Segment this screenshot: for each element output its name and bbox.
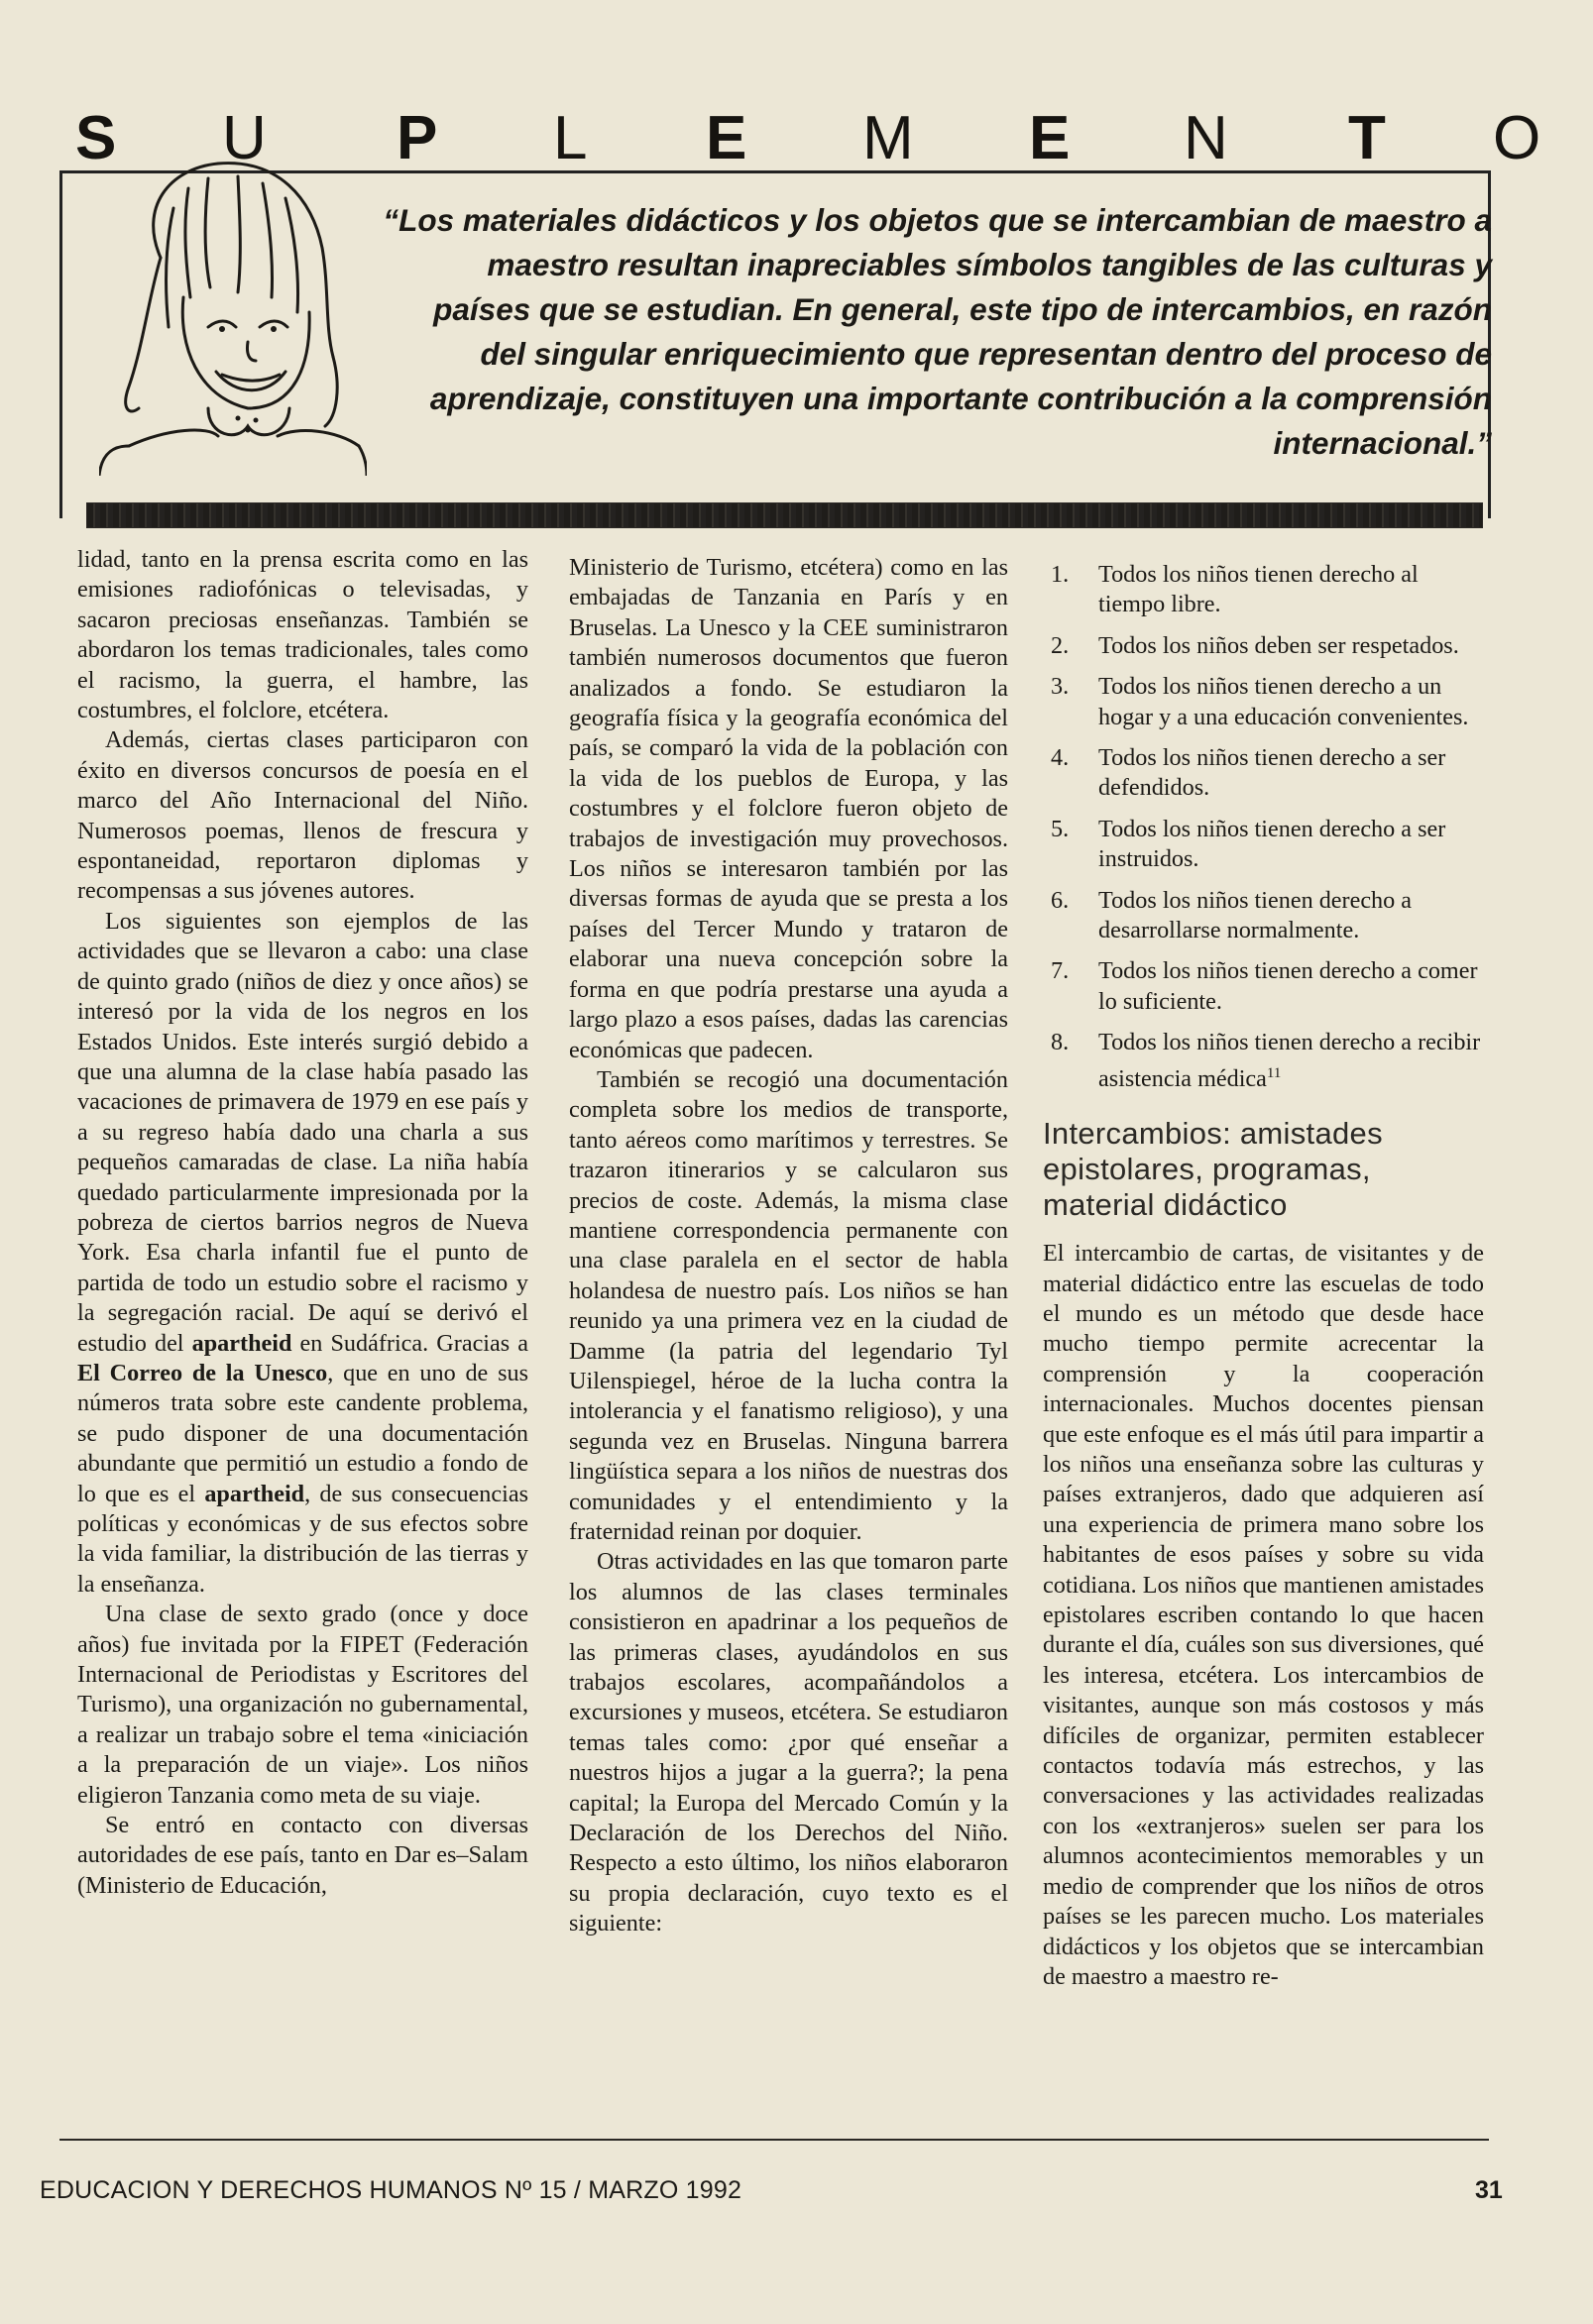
paragraph <box>77 907 528 1600</box>
pull-quote: “Los materiales didácticos y los objetos que se intercambian de maestro a maestro resultan inapreciables símbolos tangibles de las culturas y países que se estudian. En general, este tipo de intercambios, en razón del singular enriquecimiento que representan dentro del proceso de aprendizaje, constituyen una importante contribución a la comprensión internacional.” <box>383 202 1492 461</box>
bold-term: El Correo de la Unesco <box>77 1359 328 1386</box>
list-number: 5. <box>1051 815 1070 842</box>
text-run: , de sus consecuencias políticas y económicas y de sus efectos sobre la vida familiar, la distribución de las tierras y la enseñanza. <box>77 1480 528 1598</box>
paragraph: El intercambio de cartas, de visitantes y de material didáctico entre las escuelas de todo el mundo es un método que desde hace mucho tiempo permite acrecentar la comprensión y la cooperación internacionales. Muchos docentes piensan que este enfoque es el más útil para impartir a los niños una enseñanza sobre las culturas y países extranjeros, dado que adquieren así una experiencia de primera mano sobre los habitantes de esos países y sobre su vida cotidiana. Los niños que mantienen amistades epistolares escriben contando lo que hacen durante el día, cuáles son sus diversiones, qué les interesa, etcétera. Los intercambios de visitantes, aunque son más costosos y más difíciles de organizar, permiten establecer contactos todavía más estrechos, y las conversaciones y las actividades realizadas con los «extranjeros» suelen ser para los alumnos acontecimientos memorables y un medio de comprender que los niños de otros países se les parecen mucho. Los materiales didácticos y los objetos que se intercambian de maestro a maestro re- <box>1043 1240 1484 1990</box>
list-text: Todos los niños tienen derecho a ser defendidos. <box>1098 744 1446 802</box>
list-number: 7. <box>1051 957 1070 985</box>
list-text: Todos los niños deben ser respetados. <box>1098 631 1459 659</box>
section-divider <box>87 503 1482 527</box>
header-letter: U <box>222 104 267 172</box>
header-letter: M <box>862 104 914 172</box>
list-item <box>1043 631 1484 661</box>
bold-term: apartheid <box>204 1480 305 1507</box>
list-number: 4. <box>1051 744 1070 772</box>
list-item <box>1043 886 1484 946</box>
paragraph: Otras actividades en las que tomaron parte los alumnos de las clases terminales consistieron en apadrinar a los pequeños de las primeras clases, ayudándolos en sus trabajos escolares, acompañándolos a excursiones y museos, etcétera. Se estudiaron temas tales como: ¿por qué enseñar a nuestros hijos a jugar a la guerra?; la pena capital; la Europa del Mercado Común y la Declaración de los Derechos del Niño. Respecto a esto último, los niños elaboraron su propia declaración, cuyo texto es el siguiente: <box>569 1548 1008 1937</box>
list-number: 2. <box>1051 631 1070 659</box>
text-column-3 <box>1043 560 1484 1992</box>
list-text: Todos los niños tienen derecho a ser instruidos. <box>1098 815 1446 873</box>
list-text: Todos los niños tienen derecho a un hogar y a una educación convenientes. <box>1098 673 1469 730</box>
footer-rule <box>59 2139 1489 2141</box>
paragraph: También se recogió una documentación completa sobre los medios de transporte, tanto aéreos como marítimos y terrestres. Se trazaron itinerarios y se calcularon sus precios de coste. Además, la misma clase mantiene correspondencia permanente con una clase paralela en el sector de habla holandesa de nuestro país. Los niños se han reunido ya una primera vez en la ciudad de Damme (la patria del legendario Tyl Uilenspiegel, héroe de la lucha contra la intolerancia y el fanatismo religioso), y una segunda vez en Bruselas. Ninguna barrera lingüística separa a los niños de nuestras dos comunidades y el entendimiento y la fraternidad reinan por doquier. <box>569 1065 1008 1545</box>
text-column-1 <box>77 545 528 1901</box>
text-column-2 <box>569 553 1008 1939</box>
header-letter: O <box>1493 104 1541 172</box>
list-text: Todos los niños tienen derecho a desarrollarse normalmente. <box>1098 886 1413 944</box>
text-run: , que en uno de sus números trata sobre este candente problema, se pudo disponer de una documentación abundante que permitió un estudio a fondo de lo que es el <box>77 1359 528 1507</box>
list-number: 8. <box>1051 1029 1070 1056</box>
list-item <box>1043 1028 1484 1094</box>
paragraph: Además, ciertas clases participaron con éxito en diversos concursos de poesía en el marco del Año Internacional del Niño. Numerosos poemas, llenos de frescura y espontaneidad, reportaron diplomas y recompensas a sus jóvenes autores. <box>77 726 528 905</box>
list-number: 1. <box>1051 561 1070 588</box>
header-letter: T <box>1348 104 1386 172</box>
bold-term: apartheid <box>191 1329 292 1357</box>
list-text: Todos los niños tienen derecho a comer lo suficiente. <box>1098 957 1478 1015</box>
paragraph: lidad, tanto en la prensa escrita como en las emisiones radiofónicas o televisadas, y sacaron preciosas enseñanzas. También se abordaron los temas tradicionales, tales como el racismo, la guerra, el hambre, las costumbres, el folclore, etcétera. <box>77 546 528 724</box>
list-item <box>1043 815 1484 875</box>
header-letter: L <box>553 104 588 172</box>
header-letter: S <box>75 104 117 172</box>
section-heading: Intercambios: amistades epistolares, programas, material didáctico <box>1043 1116 1383 1223</box>
paragraph: Se entró en contacto con diversas autoridades de ese país, tanto en Dar es–Salam (Ministerio de Educación, <box>77 1812 528 1899</box>
header-letter: N <box>1184 104 1228 172</box>
list-item <box>1043 743 1484 804</box>
header-letter: E <box>1029 104 1071 172</box>
list-number: 3. <box>1051 673 1070 701</box>
list-text: Todos los niños tienen derecho a recibir asistencia médica <box>1098 1029 1481 1092</box>
paragraph: Ministerio de Turismo, etcétera) como en las embajadas de Tanzania en París y en Bruselas. La Unesco y la CEE suministraron también numerosos documentos que fueron analizados a fondo. Se estudiaron la geografía física y la geografía económica del país, se comparó la vida de la población con la vida de los pueblos de Europa, y las costumbres y el folclore fueron objeto de trabajos de investigación muy provechosos. Los niños se interesaron también por las diversas formas de ayuda que se presta a los países del Tercer Mundo y trataron de elaborar una nueva concepción sobre la forma en que podría prestarse una ayuda a largo plazo a esos países, dadas las carencias económicas que padecen. <box>569 554 1008 1063</box>
childrens-rights-list <box>1043 560 1484 1094</box>
header-letter: P <box>397 104 438 172</box>
page-number: 31 <box>1475 2176 1503 2204</box>
header-letter: E <box>706 104 747 172</box>
paragraph: Una clase de sexto grado (once y doce años) fue invitada por la FIPET (Federación Internacional de Periodistas y Escritores del Turismo), una organización no gubernamental, a realizar un trabajo sobre el tema «iniciación a la preparación de un viaje». Los niños eligieron Tanzania como meta de su viaje. <box>77 1601 528 1809</box>
list-item <box>1043 672 1484 732</box>
list-number: 6. <box>1051 886 1070 914</box>
list-item <box>1043 956 1484 1017</box>
text-run: en Sudáfrica. Gracias a <box>299 1329 529 1357</box>
footnote-ref: 11 <box>1266 1064 1282 1081</box>
publication-info: EDUCACION Y DERECHOS HUMANOS Nº 15 / MARZO 1992 <box>40 2176 742 2204</box>
list-text: Todos los niños tienen derecho al tiempo libre. <box>1098 561 1419 618</box>
child-portrait-illustration <box>99 149 367 476</box>
text-run: Los siguientes son ejemplos de las actividades que se llevaron a cabo: una clase de quinto grado (niños de diez y once años) se interesó por la vida de los negros en los Estados Unidos. Este interés surgió debido a que una alumna de la clase había pasado las vacaciones de primavera de 1979 en ese país y a su regreso había dado una charla a sus pequeños camaradas de clase. La niña había quedado particularmente impresionada por la pobreza de ciertos barrios negros de Nueva York. Esa charla infantil fue el punto de partida de todo un estudio sobre el racismo y la segregación racial. De aquí se derivó el estudio del <box>77 907 528 1357</box>
list-item <box>1043 560 1484 620</box>
